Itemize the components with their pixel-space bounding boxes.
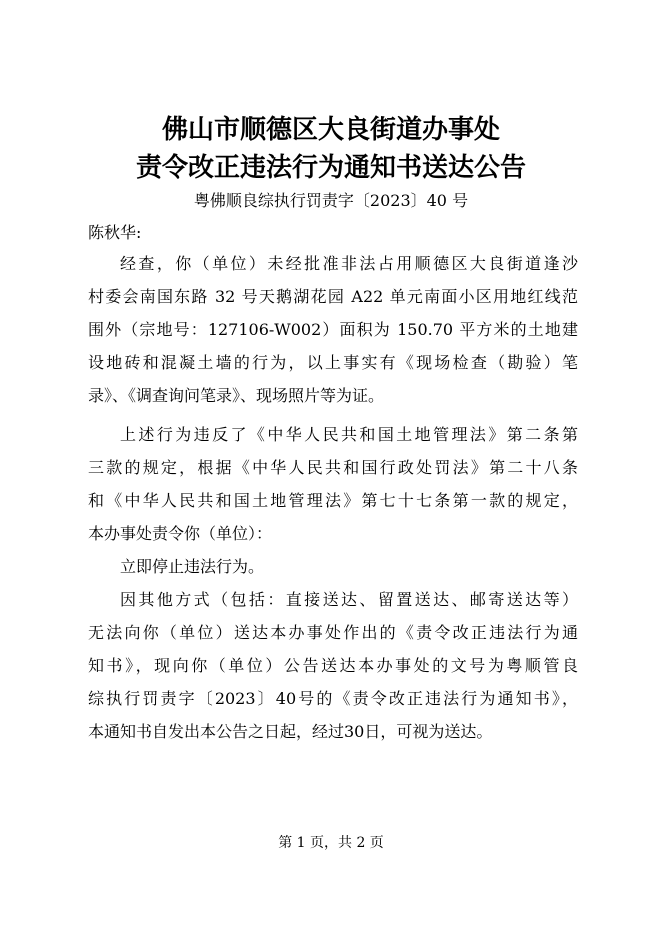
paragraph-4-line-1: 因其他方式（包括：直接送达、留置送达、邮寄送达等）	[120, 590, 578, 609]
paragraph-2-line-4: 本办事处责令你（单位）：	[88, 524, 273, 543]
recipient-salutation: 陈秋华:	[88, 223, 142, 242]
paragraph-1-line-5: 录》、《调查询问笔录》、现场照片等为证。	[88, 386, 385, 405]
paragraph-2-line-3: 和《中华人民共和国土地管理法》第七十七条第一款的规定，	[88, 491, 578, 510]
paragraph-4-line-2: 无法向你（单位）送达本办事处作出的《责令改正违法行为通	[88, 623, 578, 642]
paragraph-2-line-2: 三款的规定，根据《中华人民共和国行政处罚法》第二十八条	[88, 458, 578, 477]
paragraph-1-line-1: 经查，你（单位）未经批准非法占用顺德区大良街道逢沙	[120, 254, 578, 273]
document-title-line-1: 佛山市顺德区大良街道办事处	[161, 115, 500, 145]
paragraph-4-line-4: 综执行罚责字〔2023〕40号的《责令改正违法行为通知书》，	[88, 689, 578, 708]
paragraph-1-line-3: 围外（宗地号：127106-W002）面积为 150.70 平方米的土地建	[88, 320, 578, 339]
paragraph-4-line-5: 本通知书自发出本公告之日起，经过30日，可视为送达。	[88, 722, 493, 741]
paragraph-3-line-1: 立即停止违法行为。	[120, 557, 265, 576]
paragraph-2-line-1: 上述行为违反了《中华人民共和国土地管理法》第二条第	[120, 425, 578, 444]
document-number: 粤佛顺良综执行罚责字〔2023〕40 号	[193, 191, 469, 210]
paragraph-4-line-3: 知书》，现向你（单位）公告送达本办事处的文号为粤顺管良	[88, 656, 578, 675]
paragraph-1-line-2: 村委会南国东路 32 号天鹅湖花园 A22 单元南面小区用地红线范	[88, 287, 578, 306]
paragraph-1-line-4: 设地砖和混凝土墙的行为，以上事实有《现场检查（勘验）笔	[88, 353, 578, 372]
document-title-line-2: 责令改正违法行为通知书送达公告	[135, 153, 526, 183]
page-footer: 第 1 页，共 2 页	[278, 835, 384, 851]
